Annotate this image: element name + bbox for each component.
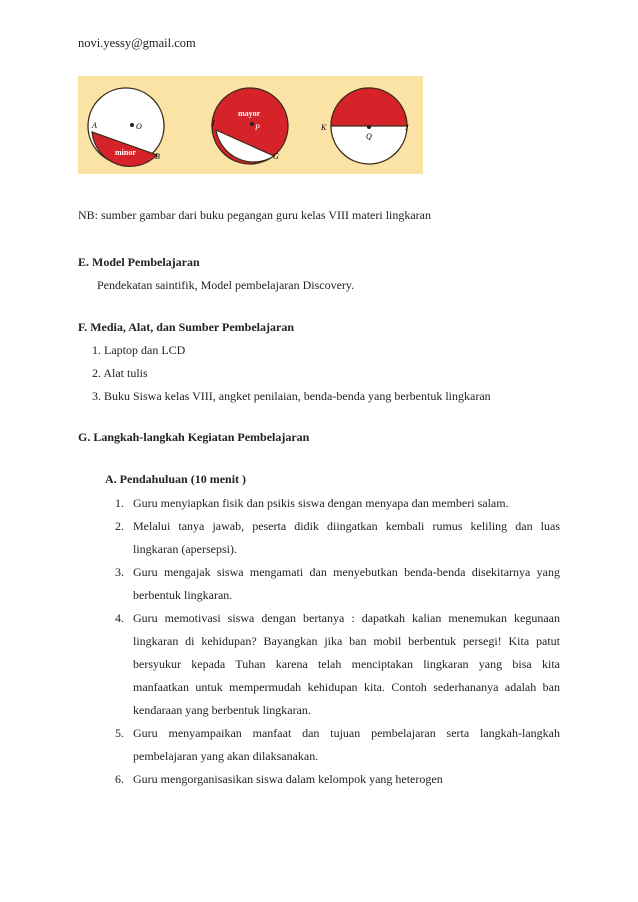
list-item-line: Guru memotivasi siswa dengan bertanya : dapatkah kalian menemukan kegunaan [133,611,560,625]
list-item-line: lingkaran (apersepsi). [133,542,237,556]
label-point-q: Q [366,132,372,141]
section-e-title: E. Model Pembelajaran [78,255,200,269]
label-point-j: J [211,119,215,128]
email-header: novi.yessy@gmail.com [78,36,196,50]
label-point-a: A [92,121,97,130]
list-item-line: Melalui tanya jawab, peserta didik diingatkan kembali rumus keliling dan luas [133,519,560,533]
section-f-title: F. Media, Alat, dan Sumber Pembelajaran [78,320,295,334]
circle-semicircle [320,88,409,164]
label-point-o: O [136,122,142,131]
list-item-line: lingkaran di kehidupan? Bayangkan jika ban mobil berbentuk persegi! Kita patut [133,634,560,648]
list-item-number: 3. [115,565,124,579]
label-minor: minor [115,148,136,157]
section-f-item: 2. Alat tulis [92,366,148,380]
list-item-line: Guru menyampaikan manfaat dan tujuan pembelajaran serta langkah-langkah [133,726,560,740]
section-f-item: 1. Laptop dan LCD [92,343,186,357]
list-item-number: 4. [115,611,124,625]
list-item-number: 6. [115,772,124,786]
label-point-k: K [321,123,327,132]
list-item-line: Guru menyiapkan fisik dan psikis siswa dengan menyapa dan memberi salam. [133,496,509,510]
label-point-g: G [273,152,279,161]
section-f-item: 3. Buku Siswa kelas VIII, angket penilaian, benda-benda yang berbentuk lingkaran [92,389,491,403]
label-mayor: mayor [238,109,261,118]
image-source-note: NB: sumber gambar dari buku pegangan guru kelas VIII materi lingkaran [78,208,432,222]
list-item-line: Guru mengajak siswa mengamati dan menyebutkan benda-benda disekitarnya yang [133,565,560,579]
list-item-line: Guru mengorganisasikan siswa dalam kelompok yang heterogen [133,772,443,786]
list-item-number: 5. [115,726,124,740]
circle-major-segment [211,88,288,164]
list-item-line: bersyukur kepada Tuhan karena telah menciptakan lingkaran yang bisa kita [133,657,560,671]
label-point-p: P [255,123,260,132]
list-item-number: 2. [115,519,124,533]
list-item-number: 1. [115,496,124,510]
label-point-b: B [155,152,160,161]
list-item-line: manfaatkan untuk mempermudah kehidupan kita. Contoh sederhananya adalah ban [133,680,560,694]
circle-figure [78,76,423,174]
section-e-text: Pendekatan saintifik, Model pembelajaran Discovery. [97,278,355,292]
list-item-line: kendaraan yang berbentuk lingkaran. [133,703,311,717]
list-item-line: berbentuk lingkaran. [133,588,233,602]
section-g-title: G. Langkah-langkah Kegiatan Pembelajaran [78,430,310,444]
pendahuluan-title: A. Pendahuluan (10 menit ) [105,472,247,486]
label-point-j-right: J [405,123,409,132]
list-item-line: pembelajaran yang akan dilaksanakan. [133,749,319,763]
circle-minor-segment [88,88,164,166]
